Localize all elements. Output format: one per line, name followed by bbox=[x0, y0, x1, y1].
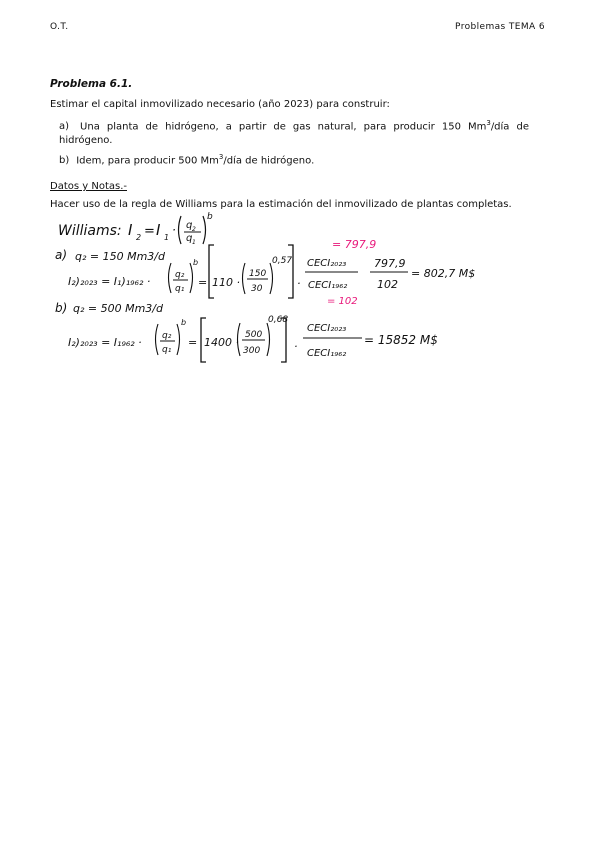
solution-b bbox=[55, 301, 438, 362]
b-result: = 15852 M$ bbox=[364, 333, 438, 347]
b-label: b) bbox=[55, 301, 68, 315]
williams-i1: I bbox=[156, 221, 161, 239]
item-a-label: a) bbox=[59, 121, 70, 133]
a-cepci-den: CECI₁₉₆₂ bbox=[308, 280, 348, 291]
notes-heading: Datos y Notas.- bbox=[50, 181, 127, 192]
williams-label: Williams: bbox=[58, 223, 122, 239]
b-base: 1400 · bbox=[204, 336, 239, 349]
a-exponent: 0,57 bbox=[272, 256, 293, 266]
a-pink-annotation-top: = 797,9 bbox=[332, 238, 377, 251]
item-b-superscript: 3 bbox=[218, 153, 224, 161]
a-label: a) bbox=[55, 248, 68, 262]
b-cepci-den: CECI₁₉₆₂ bbox=[307, 348, 347, 359]
williams-paren-left bbox=[179, 216, 182, 244]
a-paren-left bbox=[169, 263, 172, 293]
williams-sub2: 2 bbox=[136, 233, 142, 242]
b-ratio-den: 300 bbox=[243, 346, 261, 356]
b-ratio-num: 500 bbox=[245, 330, 263, 340]
a-lhs: I₂)₂₀₂₃ = I₁)₁₉₆₂ · bbox=[68, 275, 151, 288]
b-paren-left bbox=[156, 324, 159, 355]
williams-q2sub: 2 bbox=[192, 226, 196, 233]
b-cdot: · bbox=[294, 340, 298, 353]
item-a-superscript: 3 bbox=[486, 119, 491, 127]
a-eq: = bbox=[198, 276, 208, 289]
a-paren-right bbox=[190, 263, 193, 293]
a-bracket-left bbox=[209, 245, 214, 298]
a-bracket-right bbox=[288, 245, 293, 298]
problem-statement: Estimar el capital inmovilizado necesario (año 2023) para construir: bbox=[50, 99, 390, 110]
a-ratio-num: 150 bbox=[249, 269, 267, 279]
b-cepci-num: CECI₂₀₂₃ bbox=[307, 323, 347, 334]
solution-a bbox=[55, 238, 475, 307]
header-initials: O.T. bbox=[50, 22, 69, 32]
williams-paren-right bbox=[203, 216, 206, 244]
b-exponent: 0,68 bbox=[268, 315, 289, 325]
williams-exponent: b bbox=[207, 212, 213, 222]
b-lhs: I₂)₂₀₂₃ = I₁₉₆₂ · bbox=[68, 336, 142, 349]
b-paren-right bbox=[177, 324, 180, 355]
williams-i2: I bbox=[128, 221, 133, 239]
a-frac-den: q₁ bbox=[175, 284, 185, 294]
a-exp-b: b bbox=[193, 258, 199, 267]
williams-q1: q bbox=[186, 233, 193, 244]
williams-q1sub: 1 bbox=[192, 239, 196, 246]
a-result-num: 797,9 bbox=[374, 257, 406, 270]
b-ratio-paren-right bbox=[267, 323, 270, 356]
b-eq: = bbox=[188, 336, 198, 349]
a-pink-annotation-bottom: = 102 bbox=[327, 296, 358, 307]
a-ratio-den: 30 bbox=[251, 284, 263, 294]
williams-sub1: 1 bbox=[164, 233, 170, 242]
problem-title: Problema 6.1. bbox=[50, 78, 133, 90]
b-given: q₂ = 500 Mm3/d bbox=[73, 302, 163, 315]
a-result: = 802,7 M$ bbox=[411, 267, 476, 280]
a-frac-num: q₂ bbox=[175, 270, 185, 280]
williams-eq: = bbox=[144, 224, 155, 239]
a-base: 110 · bbox=[212, 276, 240, 289]
item-a-text: Una planta de hidrógeno, a partir de gas natural, para producir 150 Mm bbox=[80, 121, 487, 133]
b-frac-num: q₂ bbox=[162, 331, 172, 341]
williams-dot: · bbox=[172, 223, 176, 237]
item-a-text-end: /día de hidrógeno. bbox=[59, 121, 529, 147]
williams-rule bbox=[58, 212, 213, 246]
a-given: q₂ = 150 Mm3/d bbox=[75, 250, 165, 263]
a-cdot: · bbox=[297, 277, 301, 290]
a-ratio-paren-right bbox=[270, 263, 273, 294]
item-b-label: b) bbox=[59, 155, 70, 167]
williams-q2: q bbox=[186, 220, 193, 231]
header-section: Problemas TEMA 6 bbox=[455, 22, 545, 32]
item-b-text: Idem, para producir 500 Mm bbox=[76, 155, 219, 167]
b-exp-b: b bbox=[181, 318, 187, 327]
a-ratio-paren-left bbox=[243, 263, 246, 294]
a-result-den: 102 bbox=[377, 278, 398, 291]
item-b-text-end: /día de hidrógeno. bbox=[223, 155, 315, 167]
notes-text: Hacer uso de la regla de Williams para la estimación del inmovilizado de plantas completas. bbox=[50, 199, 512, 210]
a-cepci-num: CECI₂₀₂₃ bbox=[307, 258, 347, 269]
b-frac-den: q₁ bbox=[162, 345, 172, 355]
